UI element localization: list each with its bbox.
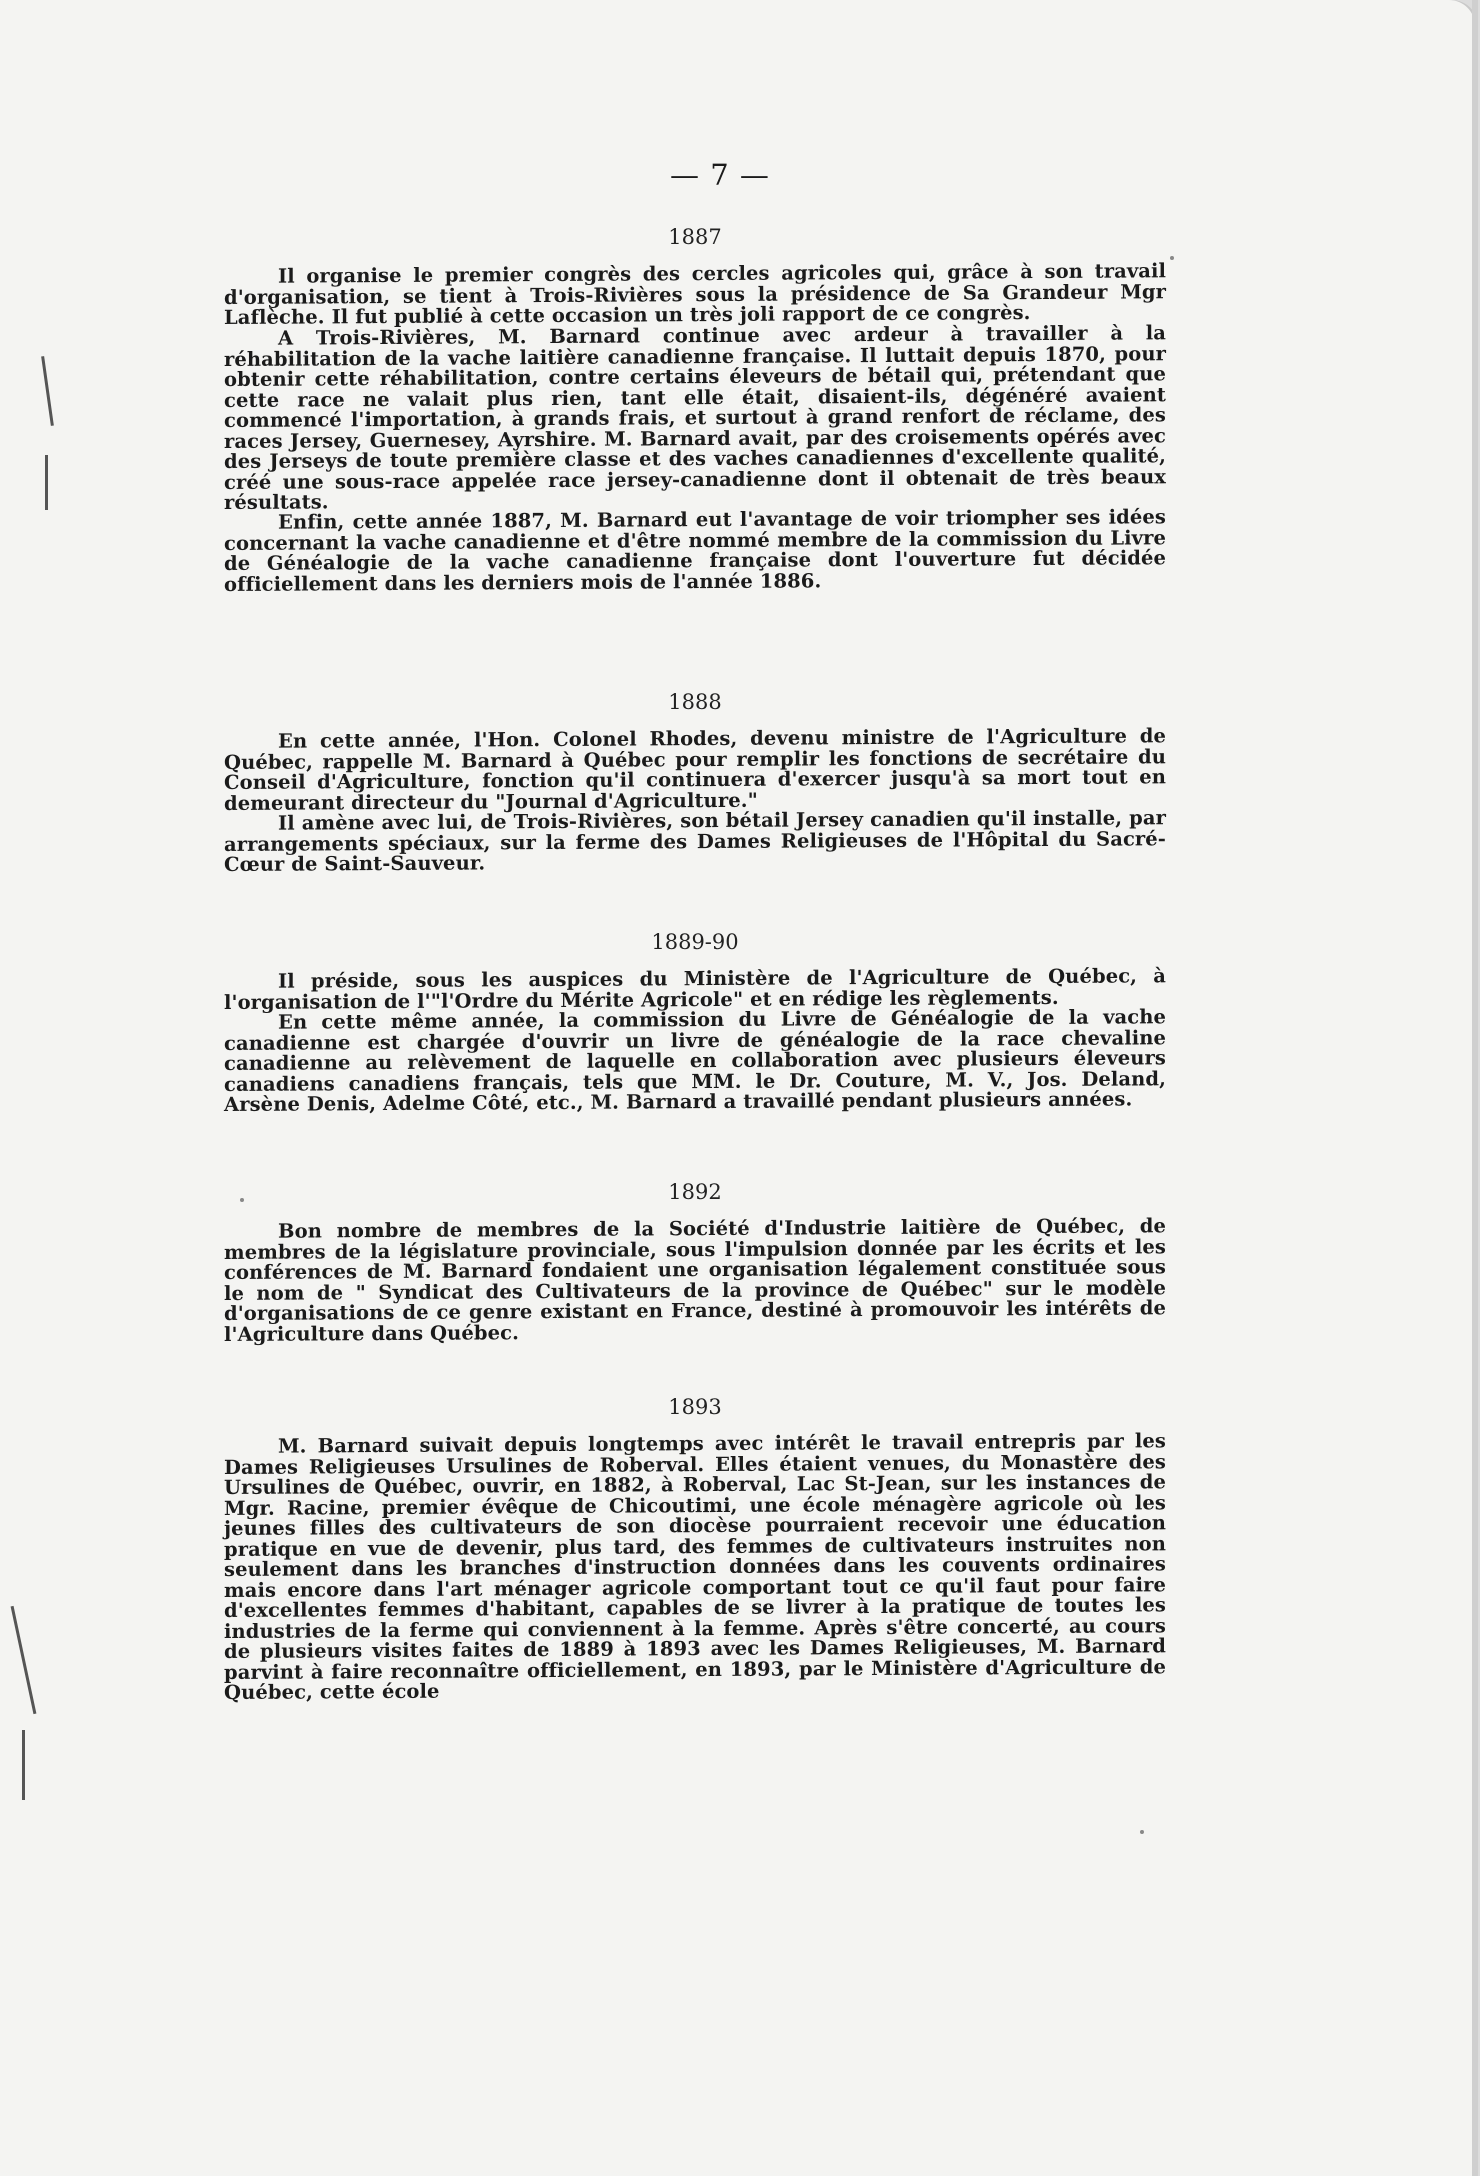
section-year: 1888 — [668, 690, 722, 714]
page-edge — [1472, 0, 1478, 2176]
paragraph: Il organise le premier congrès des cercles agricoles qui, grâce à son travail d'organisation, se tient à Trois-Rivières sous la présidence de Sa Grandeur Mgr Laflèche. Il fut publié à cette occasion un très joli rapport de ce congrès. — [224, 259, 1166, 329]
section-1888 — [224, 690, 1166, 876]
section-1892 — [224, 1180, 1166, 1345]
paragraph: En cette année, l'Hon. Colonel Rhodes, devenu ministre de l'Agriculture de Québec, rappelle M. Barnard à Québec pour remplir les fonctions de secrétaire du Conseil d'Agriculture, fonction qu'il continuera d'exercer jusqu'à sa mort tout en demeurant directeur du "Journal d'Agriculture." — [224, 724, 1166, 815]
paragraph: Il préside, sous les auspices du Ministère de l'Agriculture de Québec, à l'organisation de l'"l'Ordre du Mérite Agricole" et en rédige les règlements. — [224, 964, 1166, 1014]
binding-mark — [45, 455, 48, 510]
paragraph: Bon nombre de membres de la Société d'Industrie laitière de Québec, de membres de la législature provinciale, sous l'impulsion donnée par les écrits et les conférences de M. Barnard fondaient une organisation légalement constituée sous le nom de " Syndicat des Cultivateurs de la province de Québec" sur le modèle d'organisations de ce genre existant en France, destiné à promouvoir les intérêts de l'Agriculture dans Québec. — [224, 1214, 1166, 1346]
section-1887 — [224, 225, 1166, 595]
paragraph: A Trois-Rivières, M. Barnard continue avec ardeur à travailler à la réhabilitation de la vache laitière canadienne française. Il luttait depuis 1870, pour obtenir cette réhabilitation, contre certains éleveurs de bétail qui, prétendant que cette race ne valait plus rien, tant elle était, disaient-ils, dégénéré avaient commencé l'importation, à grands frais, et surtout à grand renfort de réclame, des races Jersey, Guernesey, Ayrshire. M. Barnard avait, par des croisements opérés avec des Jerseys de toute première classe et des vaches canadiennes d'excellente qualité, créé une sous-race appelée race jersey-canadienne dont il obtenait de très beaux résultats. — [224, 320, 1166, 514]
paragraph: Enfin, cette année 1887, M. Barnard eut l'avantage de voir triompher ses idées concernant la vache canadienne et d'être nommé membre de la commission du Livre de Généalogie de la vache canadienne française dont l'ouverture fut décidée officiellement dans les derniers mois de l'année 1886. — [224, 505, 1166, 596]
binding-mark — [22, 1730, 25, 1800]
section-year: 1892 — [668, 1180, 722, 1204]
section-year: 1889-90 — [651, 930, 739, 954]
section-1893 — [224, 1395, 1166, 1704]
paragraph: En cette même année, la commission du Livre de Généalogie de la vache canadienne est chargée d'ouvrir un livre de généalogie de la race chevaline canadienne au relèvement de laquelle en collaboration avec plusieurs éleveurs canadiens canadiens français, tels que MM. le Dr. Couture, M. V., Jos. Deland, Arsène Denis, Adelme Côté, etc., M. Barnard a travaillé pendant plusieurs années. — [224, 1005, 1166, 1116]
section-year: 1887 — [668, 225, 722, 249]
speck — [1170, 256, 1174, 260]
binding-mark — [41, 356, 54, 426]
paragraph: Il amène avec lui, de Trois-Rivières, son bétail Jersey canadien qu'il installe, par arrangements spéciaux, sur la ferme des Dames Religieuses de l'Hôpital du Sacré-Cœur de Saint-Sauveur. — [224, 806, 1166, 876]
speck — [1140, 1830, 1144, 1834]
paragraph: M. Barnard suivait depuis longtemps avec intérêt le travail entrepris par les Dames Religieuses Ursulines de Roberval. Elles étaient venues, du Monastère des Ursulines de Québec, ouvrir, en 1882, à Roberval, Lac St-Jean, sur les instances de Mgr. Racine, premier évêque de Chicoutimi, une école ménagère agricole où les jeunes filles des cultivateurs de son diocèse pourraient recevoir une éducation pratique en vue de devenir, plus tard, des femmes de cultivateurs instruites non seulement dans les branches d'instruction données dans les couvents ordinaires mais encore dans l'art ménager agricole comportant tout ce qu'il faut pour faire d'excellentes femmes d'habitant, capables de se livrer à la pratique de toutes les industries de la ferme qui conviennent à la femme. Après s'être concerté, au cours de plusieurs visites faites de 1889 à 1893 avec les Dames Religieuses, M. Barnard parvint à faire reconnaître officiellement, en 1893, par le Ministère d'Agriculture de Québec, cette école — [224, 1429, 1166, 1704]
page-number: — 7 — — [670, 158, 770, 192]
section-1889-90 — [224, 930, 1166, 1116]
binding-mark — [11, 1606, 37, 1714]
section-year: 1893 — [668, 1395, 722, 1419]
